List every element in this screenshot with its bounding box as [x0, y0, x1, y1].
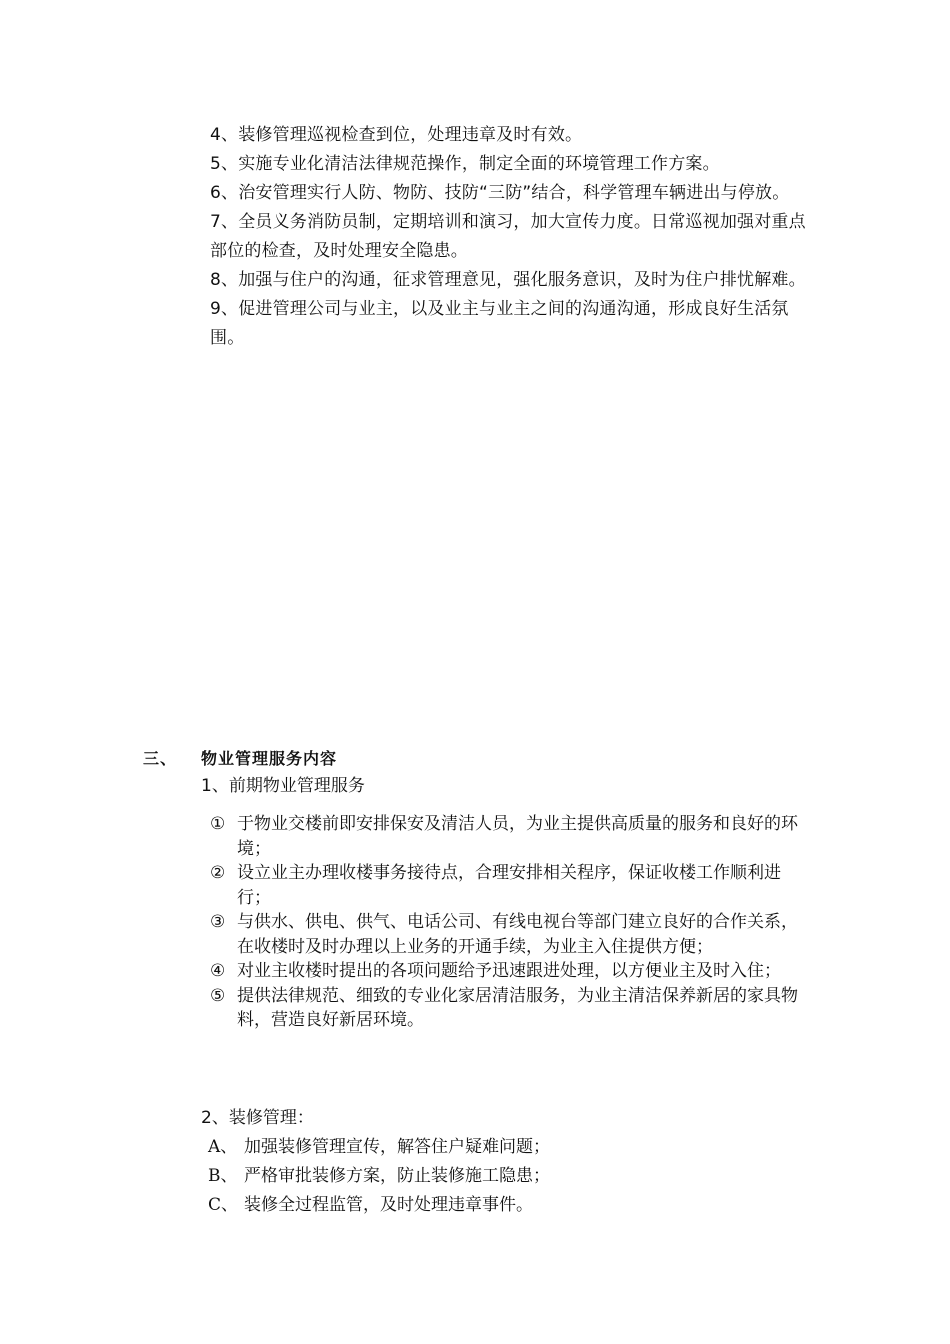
item-marker: ⑤ — [210, 985, 226, 1006]
list-item — [210, 910, 810, 959]
list-item — [210, 812, 810, 861]
list-item: 8、加强与住户的沟通，征求管理意见，强化服务意识，及时为住户排忧解难。 — [210, 270, 806, 290]
list-item: 4、装修管理巡视检查到位，处理违章及时有效。 — [210, 125, 583, 145]
list-item — [210, 959, 810, 984]
item-text: 于物业交楼前即安排保安及清洁人员，为业主提供高质量的服务和良好的环境； — [237, 814, 798, 859]
item-marker: C、 — [208, 1195, 239, 1215]
item-marker: ① — [210, 814, 226, 834]
item-marker: ③ — [210, 912, 226, 932]
subsection-heading-renovation: 2、装修管理： — [201, 1108, 314, 1128]
list-item — [208, 1191, 808, 1220]
section-heading — [143, 748, 663, 770]
item-text: 装修全过程监管，及时处理违章事件。 — [244, 1195, 533, 1215]
item-text: 提供法律规范、细致的专业化家居清洁服务，为业主清洁保养新居的家具物料，营造良好新居环境。 — [237, 985, 798, 1030]
item-marker: ④ — [210, 961, 226, 981]
list-item — [208, 1133, 808, 1162]
item-marker: B、 — [208, 1166, 238, 1186]
item-marker: ② — [210, 863, 226, 883]
item-text: 对业主收楼时提出的各项问题给予迅速跟进处理，以方便业主及时入住； — [237, 961, 781, 981]
section-title: 物业管理服务内容 — [201, 749, 338, 768]
early-management-list — [210, 812, 810, 1033]
list-item — [208, 1162, 808, 1191]
item-text: 加强装修管理宣传，解答住户疑难问题； — [244, 1137, 550, 1157]
list-item — [210, 984, 810, 1033]
renovation-list — [208, 1133, 808, 1220]
list-item: 6、治安管理实行人防、物防、技防“三防”结合，科学管理车辆进出与停放。 — [210, 183, 790, 203]
subsection-heading-early-management: 1、前期物业管理服务 — [201, 776, 365, 796]
item-text: 设立业主办理收楼事务接待点，合理安排相关程序，保证收楼工作顺利进行； — [237, 863, 781, 908]
item-text: 与供水、供电、供气、电话公司、有线电视台等部门建立良好的合作关系，在收楼时及时办理以上业务的开通手续，为业主入住提供方便； — [237, 912, 798, 957]
item-marker: A、 — [208, 1137, 238, 1157]
list-item: 7、全员义务消防员制，定期培训和演习，加大宣传力度。日常巡视加强对重点部位的检查，及时处理安全隐患。 — [210, 212, 806, 261]
list-item: 5、实施专业化清洁法律规范操作，制定全面的环境管理工作方案。 — [210, 154, 720, 174]
list-item: 9、促进管理公司与业主，以及业主与业主之间的沟通沟通，形成良好生活氛围。 — [210, 299, 789, 348]
management-goals-list — [210, 121, 810, 353]
section-number: 三、 — [143, 749, 178, 768]
item-text: 严格审批装修方案，防止装修施工隐患； — [244, 1166, 550, 1186]
list-item — [210, 861, 810, 910]
